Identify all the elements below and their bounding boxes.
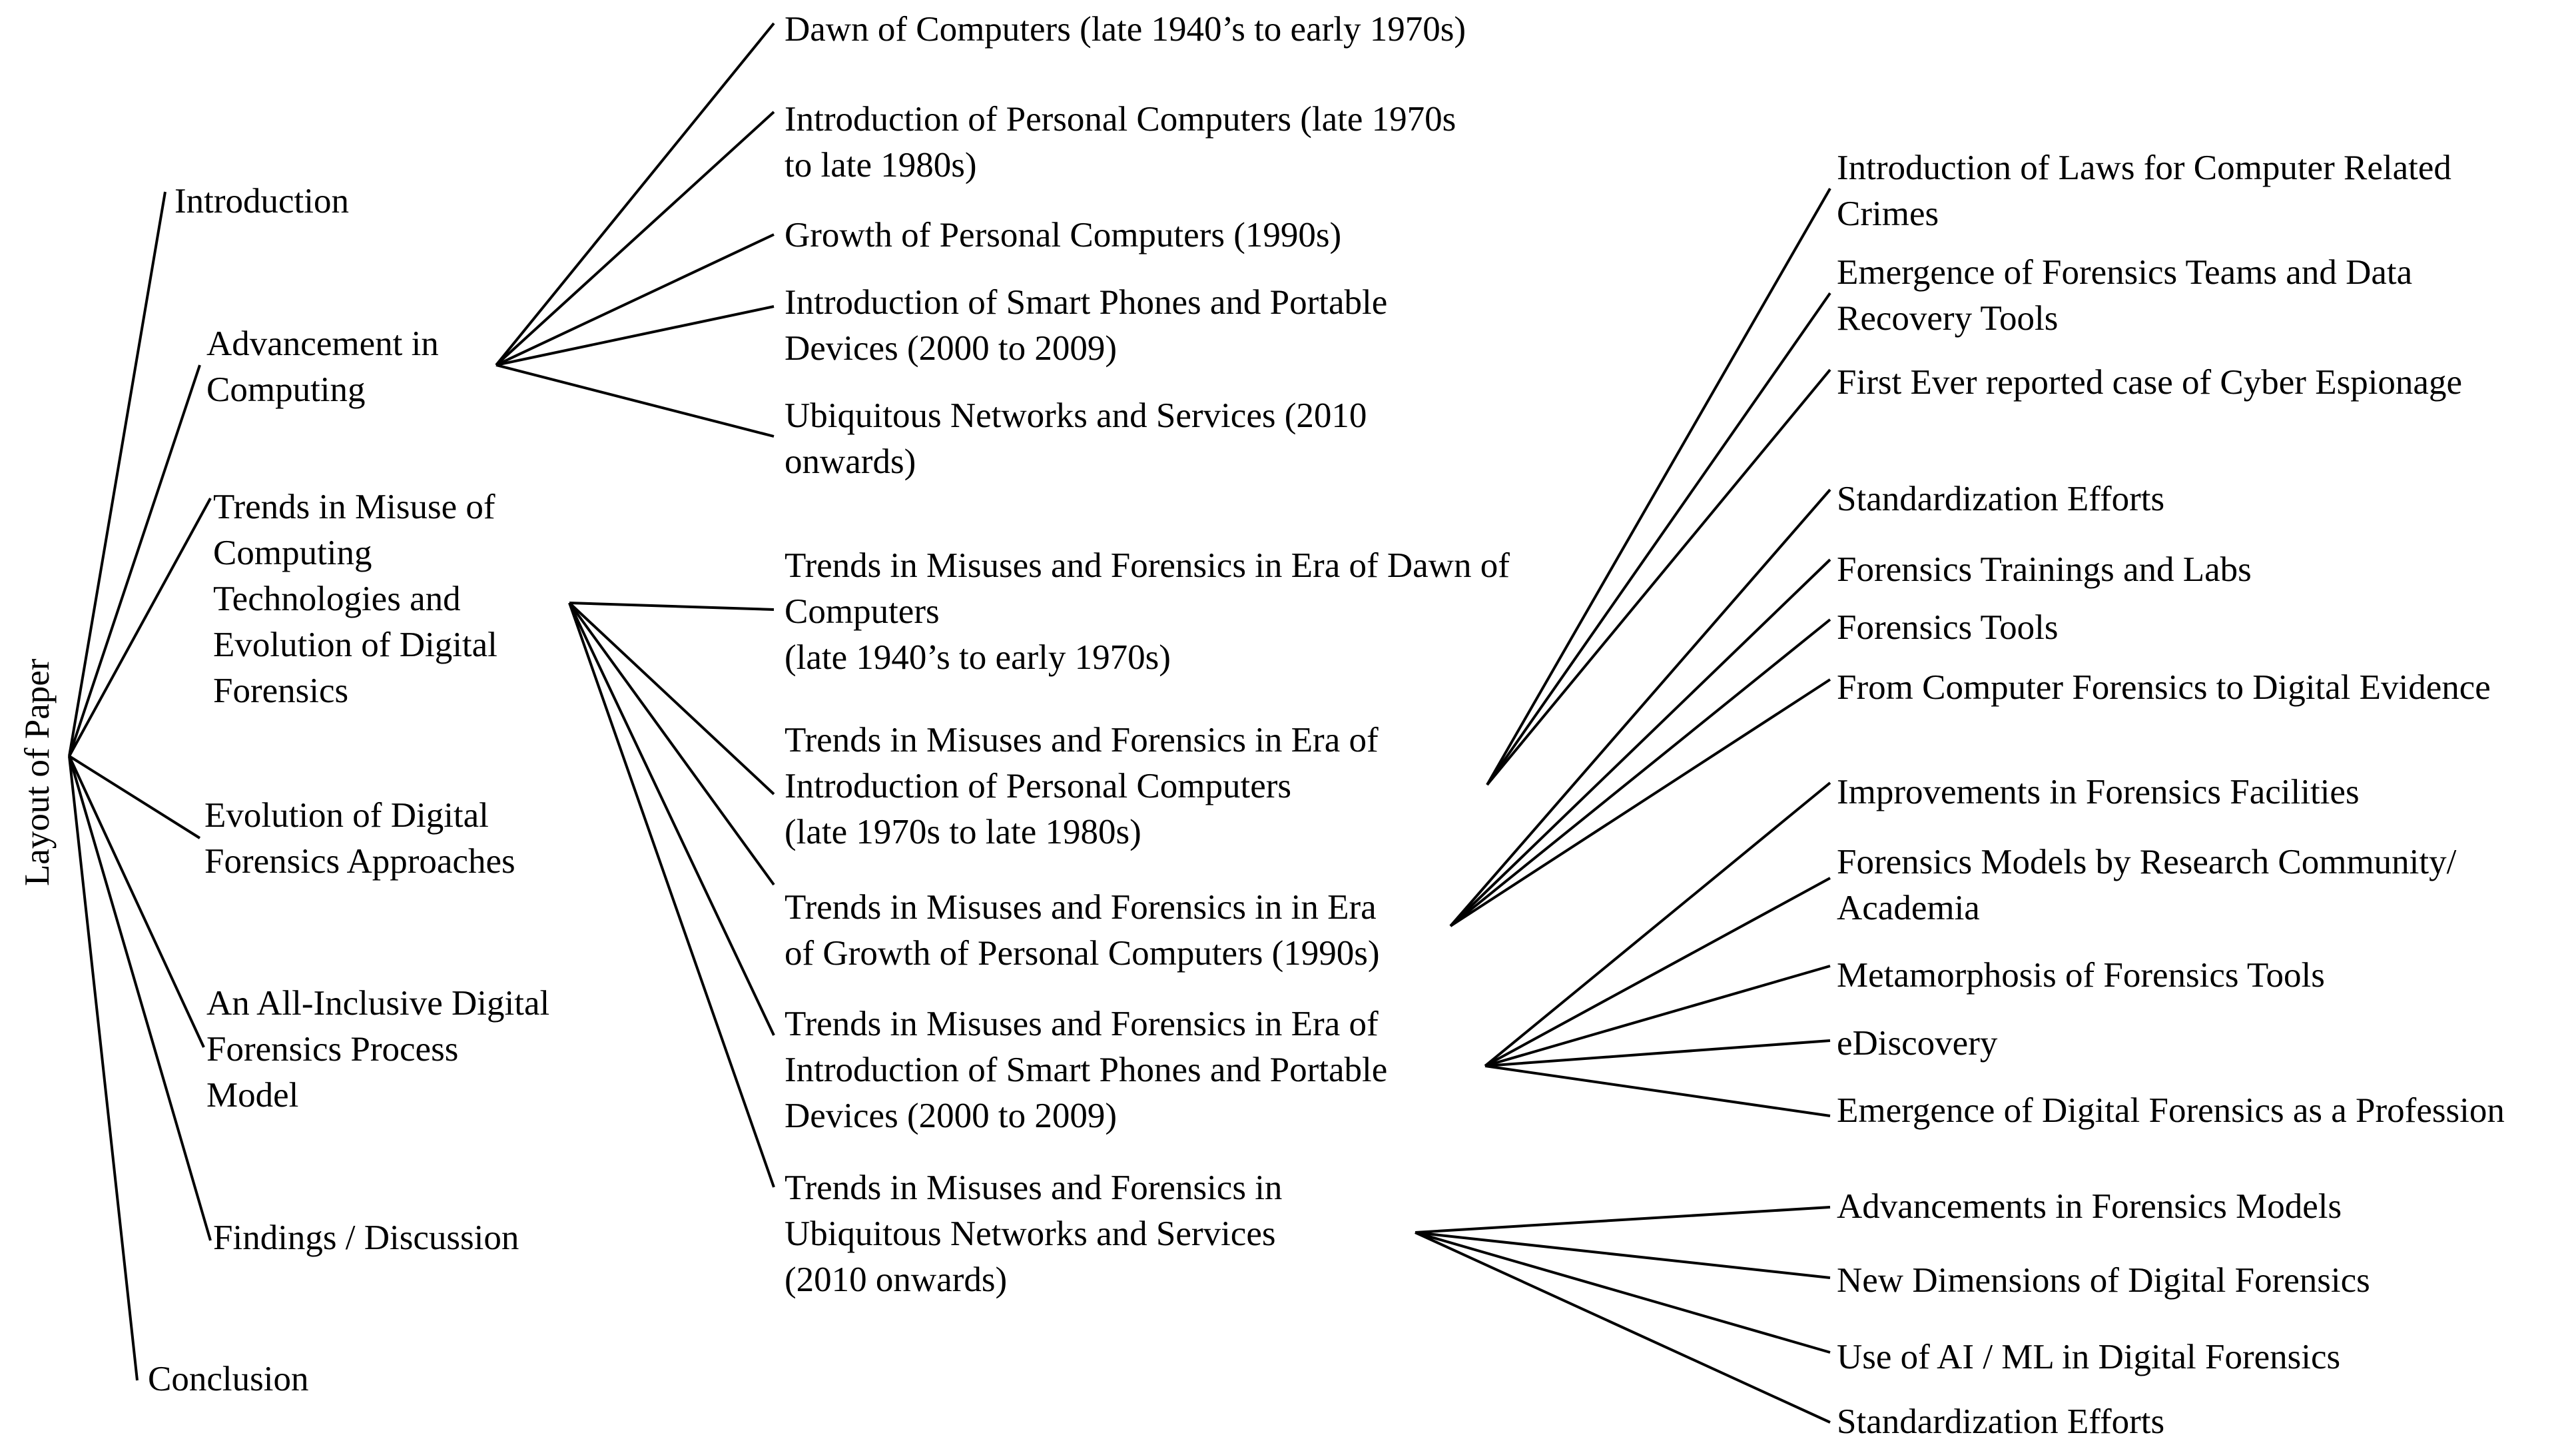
node-s15: Use of AI / ML in Digital Forensics bbox=[1837, 1338, 2341, 1376]
node-t-growth-pc: Trends in Misuses and Forensics in in Era of Growth of Personal Computers (1990s) bbox=[785, 888, 1380, 973]
node-s8: Improvements in Forensics Facilities bbox=[1837, 773, 2360, 811]
node-s16: Standardization Efforts bbox=[1837, 1402, 2165, 1441]
node-s9: Forensics Models by Research Community/ Academia bbox=[1837, 843, 2457, 927]
node-t-intro-pc: Trends in Misuses and Forensics in Era of Introduction of Personal Computers (late 1970s to late 1980s) bbox=[785, 721, 1379, 851]
node-s11: eDiscovery bbox=[1837, 1024, 1998, 1063]
node-s1: Introduction of Laws for Computer Related Crimes bbox=[1837, 149, 2451, 233]
node-s2: Emergence of Forensics Teams and Data Recovery Tools bbox=[1837, 253, 2413, 338]
node-conclusion: Conclusion bbox=[148, 1360, 309, 1398]
node-s12: Emergence of Digital Forensics as a Profession bbox=[1837, 1091, 2505, 1130]
node-all-inclusive: An All-Inclusive Digital Forensics Process Model bbox=[206, 984, 550, 1115]
node-smartphones: Introduction of Smart Phones and Portable Devices (2000 to 2009) bbox=[785, 283, 1388, 368]
node-s4: Standardization Efforts bbox=[1837, 480, 2165, 518]
node-root: Layout of Paper bbox=[18, 658, 57, 886]
node-s14: New Dimensions of Digital Forensics bbox=[1837, 1261, 2370, 1300]
node-t-smartphones: Trends in Misuses and Forensics in Era of Introduction of Smart Phones and Portable Devices (2000 to 2009) bbox=[785, 1005, 1388, 1135]
node-s10: Metamorphosis of Forensics Tools bbox=[1837, 956, 2325, 995]
node-dawn: Dawn of Computers (late 1940’s to early 1970s) bbox=[785, 10, 1466, 49]
node-growth-pc: Growth of Personal Computers (1990s) bbox=[785, 216, 1342, 254]
node-intro-pc: Introduction of Personal Computers (late 1970s to late 1980s) bbox=[785, 100, 1456, 185]
node-introduction: Introduction bbox=[174, 182, 349, 221]
node-evolution: Evolution of Digital Forensics Approaches bbox=[204, 796, 515, 881]
node-s13: Advancements in Forensics Models bbox=[1837, 1187, 2342, 1226]
node-advancement: Advancement in Computing bbox=[206, 324, 439, 409]
node-trends: Trends in Misuse of Computing Technologies and Evolution of Digital Forensics bbox=[213, 488, 497, 710]
node-t-dawn: Trends in Misuses and Forensics in Era of Dawn of Computers (late 1940’s to early 1970s) bbox=[785, 546, 1510, 677]
node-s6: Forensics Tools bbox=[1837, 608, 2059, 647]
node-s5: Forensics Trainings and Labs bbox=[1837, 550, 2252, 589]
node-s7: From Computer Forensics to Digital Evidence bbox=[1837, 668, 2491, 707]
node-s3: First Ever reported case of Cyber Espionage bbox=[1837, 363, 2462, 402]
node-findings: Findings / Discussion bbox=[213, 1218, 519, 1257]
node-ubiquitous: Ubiquitous Networks and Services (2010 onwards) bbox=[785, 396, 1367, 481]
node-t-ubiquitous: Trends in Misuses and Forensics in Ubiquitous Networks and Services (2010 onwards) bbox=[785, 1169, 1283, 1299]
